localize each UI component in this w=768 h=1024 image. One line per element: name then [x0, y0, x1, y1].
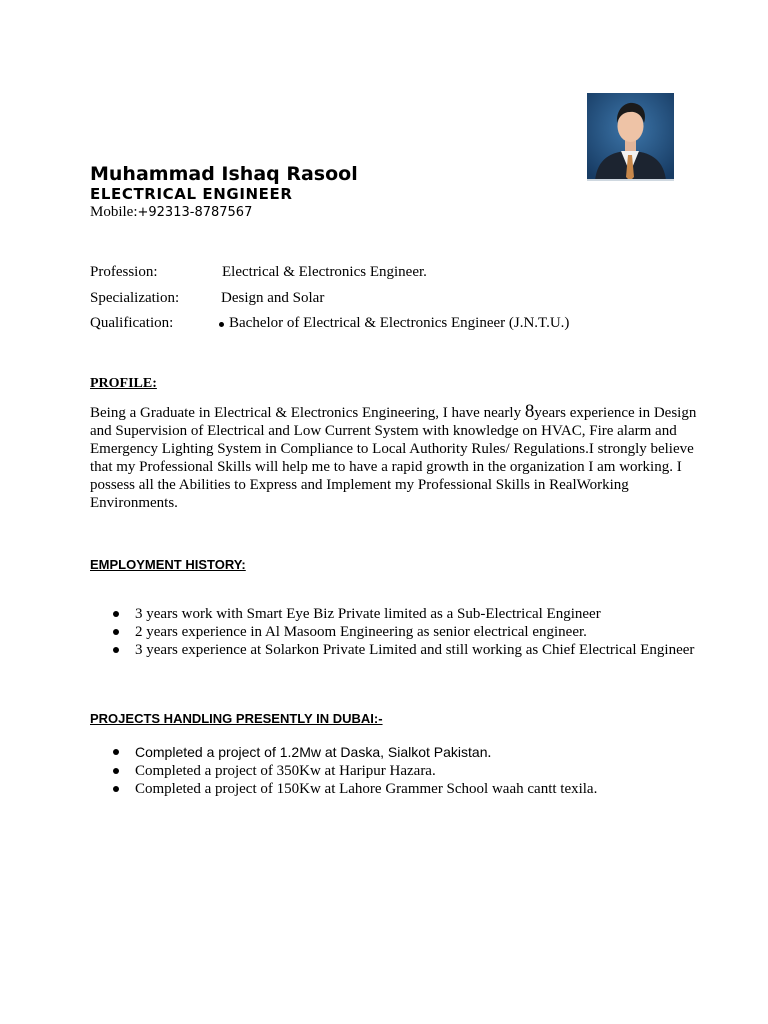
employment-item-text: 3 years work with Smart Eye Biz Private limited as a Sub-Electrical Engineer	[135, 606, 601, 622]
bullet-icon	[219, 322, 224, 327]
bullet-icon	[113, 749, 119, 755]
photo-underline	[587, 179, 674, 181]
list-item	[90, 605, 694, 623]
portrait-image	[587, 93, 674, 181]
list-item	[90, 641, 694, 659]
employment-heading: EMPLOYMENT HISTORY:	[90, 557, 246, 572]
profile-years: 8	[524, 401, 535, 422]
profile-text-end: years experience in Design and Supervision of Electrical and Low Current System with knowledge on HVAC, Fire alarm and Emergency Lighting System in Compliance to Local Authority Rules/ Regulations.I strongly believe that my Professional Skills will help me to have a rapid growth in the organization I am working. I possess all the Abilities to Express and Implement my Professional Skills in RealWorking Environments.	[90, 405, 697, 511]
bullet-icon	[113, 629, 119, 635]
bullet-icon	[113, 768, 119, 774]
list-item	[90, 623, 694, 641]
projects-heading: PROJECTS HANDLING PRESENTLY IN DUBAI:-	[90, 711, 383, 726]
mobile-label: Mobile:	[90, 204, 138, 220]
list-item	[90, 780, 597, 798]
qualification-text: Bachelor of Electrical & Electronics Engineer (J.N.T.U.)	[229, 315, 570, 331]
profile-photo	[587, 93, 674, 181]
profession-label: Profession:	[90, 264, 158, 280]
candidate-name: Muhammad Ishaq Rasool	[90, 163, 358, 185]
specialization-value: Design and Solar	[221, 290, 325, 306]
job-title: ELECTRICAL ENGINEER	[90, 185, 293, 203]
specialization-label: Specialization:	[90, 290, 180, 306]
project-item-text: Completed a project of 350Kw at Haripur Hazara.	[135, 763, 436, 779]
qualification-value	[219, 315, 569, 332]
mobile-number: +92313-8787567	[137, 205, 253, 220]
bullet-icon	[113, 647, 119, 653]
employment-item-text: 3 years experience at Solarkon Private Limited and still working as Chief Electrical Engineer	[135, 642, 695, 658]
qualification-label: Qualification:	[90, 315, 174, 331]
project-item-period: .	[487, 745, 492, 761]
list-item	[90, 762, 597, 780]
profile-heading: PROFILE:	[90, 376, 157, 391]
project-item-text: Completed a project of 1.2Mw at Daska, Sialkot Pakistan	[135, 744, 488, 760]
mobile-line	[90, 204, 252, 221]
profile-paragraph	[90, 403, 700, 512]
bullet-icon	[113, 786, 119, 792]
bullet-icon	[113, 611, 119, 617]
employment-list	[90, 605, 694, 659]
profile-text-start: Being a Graduate in Electrical & Electronics Engineering, I have nearly	[90, 405, 525, 421]
profession-value: Electrical & Electronics Engineer.	[222, 264, 427, 280]
project-item-text: Completed a project of 150Kw at Lahore Grammer School waah cantt texila.	[135, 781, 598, 797]
list-item	[90, 743, 597, 762]
employment-item-text: 2 years experience in Al Masoom Engineering as senior electrical engineer.	[135, 624, 587, 640]
projects-list	[90, 743, 597, 798]
